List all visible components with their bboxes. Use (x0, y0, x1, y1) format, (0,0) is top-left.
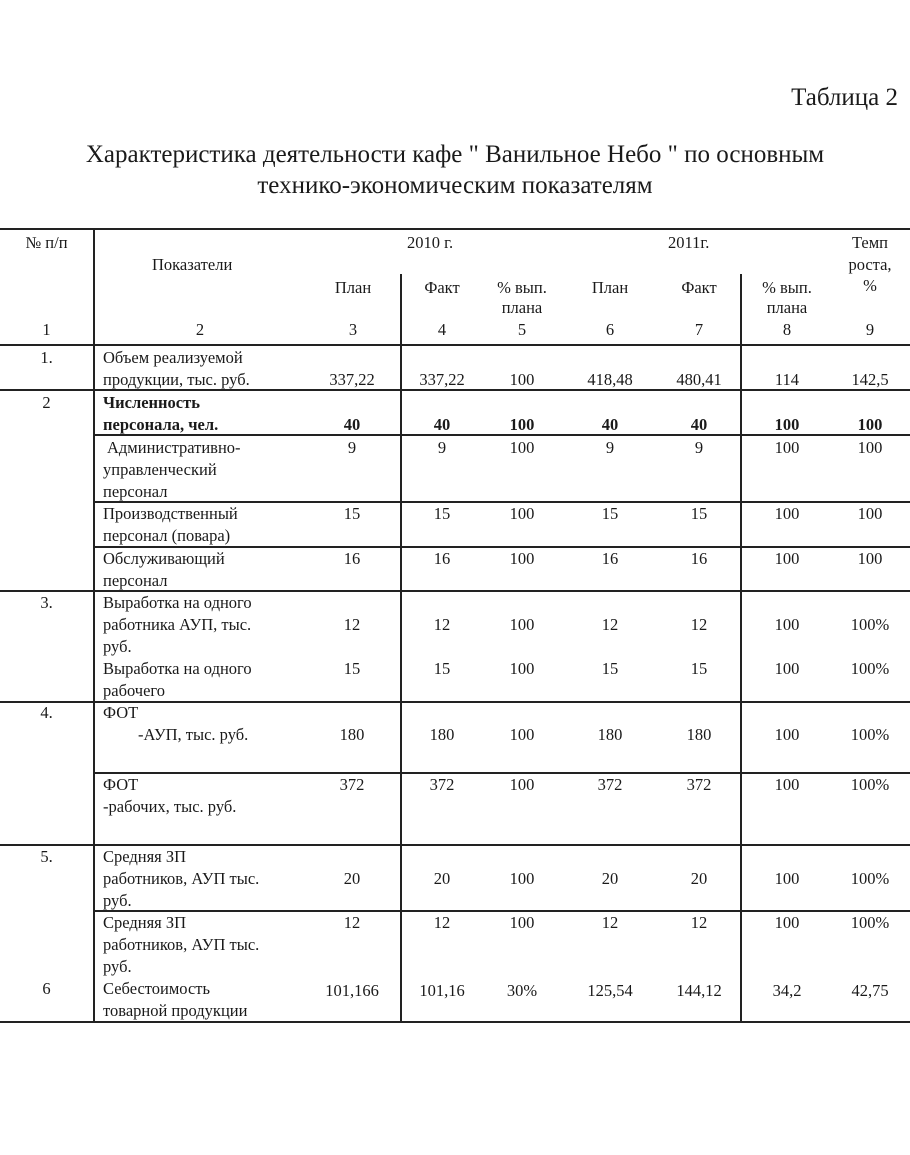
row-value-col-4: 180 (429, 725, 455, 744)
row-value-col-5: 100 (509, 913, 535, 932)
row-value-col-5: 30% (506, 981, 538, 1000)
row-label-line: Средняя ЗП (103, 847, 187, 866)
row-value-col-4: 15 (433, 504, 451, 523)
row-value-col-6: 12 (601, 913, 619, 932)
table-label: Таблица 2 (791, 84, 898, 111)
row-value-col-3: 20 (343, 869, 361, 888)
row-label-line: Объем реализуемой (103, 348, 243, 367)
row-value-col-7: 480,41 (676, 370, 722, 389)
row-value-col-9: 100 (857, 504, 883, 523)
row-value-col-7: 40 (690, 415, 708, 434)
row-value-col-3: 12 (343, 615, 361, 634)
row-value-col-6: 12 (601, 615, 619, 634)
row-value-col-4: 9 (437, 438, 447, 457)
row-value-col-7: 180 (686, 725, 712, 744)
row-label-line: Обслуживающий (103, 549, 225, 568)
row-label-line: Выработка на одного (103, 659, 252, 678)
row-number: 2 (42, 393, 51, 412)
row-value-col-3: 16 (343, 549, 361, 568)
row-label-line: продукции, тыс. руб. (103, 370, 250, 389)
row-value-col-5: 100 (509, 370, 535, 389)
row-label-line: управленческий (103, 460, 217, 479)
header-plan-2010: План (334, 278, 372, 297)
row-value-col-3: 40 (343, 415, 361, 434)
row-value-col-5: 100 (509, 725, 535, 744)
row-value-col-8: 100 (774, 549, 800, 568)
table-top-border (0, 228, 910, 230)
row-number: 3. (40, 593, 53, 612)
row-value-col-4: 337,22 (419, 370, 465, 389)
row-number: 6 (42, 979, 51, 998)
row-value-col-5: 100 (509, 615, 535, 634)
row-number: 1. (40, 348, 53, 367)
header-bottom-border (0, 344, 910, 346)
row-label-line: работников, АУП тыс. (103, 935, 260, 954)
row-value-col-8: 100 (774, 913, 800, 932)
col-number-9: 9 (865, 320, 875, 339)
row-value-col-9: 100 (857, 438, 883, 457)
row-number: 4. (40, 703, 53, 722)
row-value-col-6: 9 (605, 438, 615, 457)
col-number-4: 4 (437, 320, 447, 339)
col-number-1: 1 (42, 320, 51, 339)
row-label-line: персонал (повара) (103, 526, 231, 545)
header-pct-2011-line-2: плана (766, 298, 808, 317)
row-value-col-7: 20 (690, 869, 708, 888)
row-value-col-8: 100 (774, 615, 800, 634)
row-value-col-9: 100% (850, 869, 890, 888)
row-label-line: персонал (103, 482, 168, 501)
header-growth-line-1: Темп (851, 233, 889, 252)
row-label-line: Себестоимость (103, 979, 211, 998)
row-label-line: работника АУП, тыс. (103, 615, 252, 634)
row-value-col-3: 9 (347, 438, 357, 457)
header-plan-2011: План (591, 278, 629, 297)
row-value-col-4: 16 (433, 549, 451, 568)
row-number: 5. (40, 847, 53, 866)
row-value-col-8: 114 (774, 370, 800, 389)
col-number-6: 6 (605, 320, 615, 339)
row-label-line: работников, АУП тыс. (103, 869, 260, 888)
row-value-col-5: 100 (509, 659, 535, 678)
row-value-col-8: 100 (774, 438, 800, 457)
row-value-col-4: 12 (433, 615, 451, 634)
row-value-col-5: 100 (509, 775, 535, 794)
row-value-col-9: 100% (850, 615, 890, 634)
row-value-col-8: 100 (774, 504, 800, 523)
header-pct-2010-line-1: % вып. (497, 278, 547, 297)
row-value-col-7: 372 (686, 775, 712, 794)
page-title-line-2: технико-экономическим показателям (257, 172, 653, 199)
row-value-col-9: 100% (850, 913, 890, 932)
row-value-col-6: 180 (597, 725, 623, 744)
row-label-line: персонала, чел. (103, 415, 219, 434)
row-value-col-7: 12 (690, 615, 708, 634)
row-label-line: Средняя ЗП (103, 913, 187, 932)
row-value-col-4: 20 (433, 869, 451, 888)
row-value-col-8: 34,2 (772, 981, 802, 1000)
row-label-line: Численность (103, 393, 200, 412)
row-label-line: Производственный (103, 504, 238, 523)
row-value-col-4: 12 (433, 913, 451, 932)
page-title-line-1: Характеристика деятельности кафе " Ванильное Небо " по основным (85, 141, 825, 168)
row-value-col-4: 40 (433, 415, 451, 434)
row-value-col-5: 100 (509, 869, 535, 888)
row-value-col-6: 16 (601, 549, 619, 568)
row-value-col-5: 100 (509, 504, 535, 523)
header-growth-line-2: роста, (848, 255, 892, 274)
row-value-col-9: 100 (857, 415, 883, 434)
row-value-col-3: 337,22 (329, 370, 375, 389)
header-fact-2010: Факт (424, 278, 460, 297)
row-value-col-6: 125,54 (587, 981, 633, 1000)
row-value-col-4: 101,16 (419, 981, 465, 1000)
row-value-col-7: 9 (694, 438, 704, 457)
row-value-col-3: 101,166 (325, 981, 379, 1000)
row-value-col-9: 100% (850, 775, 890, 794)
row-value-col-3: 372 (339, 775, 365, 794)
row-value-col-4: 15 (433, 659, 451, 678)
row-value-col-3: 12 (343, 913, 361, 932)
row-label-line: -АУП, тыс. руб. (138, 725, 249, 744)
row-label-line: Административно- (107, 438, 241, 457)
row-value-col-8: 100 (774, 775, 800, 794)
row-value-col-9: 100% (850, 725, 890, 744)
row-value-col-8: 100 (774, 659, 800, 678)
row-label-line: руб. (103, 957, 132, 976)
col-number-2: 2 (195, 320, 205, 339)
row-value-col-8: 100 (774, 869, 800, 888)
row-value-col-9: 100 (857, 549, 883, 568)
column-divider (740, 274, 742, 1023)
header-pct-2011-line-1: % вып. (762, 278, 812, 297)
row-value-col-9: 142,5 (851, 370, 889, 389)
col-number-5: 5 (517, 320, 527, 339)
header-year-2011: 2011г. (668, 233, 710, 252)
header-fact-2011: Факт (681, 278, 717, 297)
row-value-col-4: 372 (429, 775, 455, 794)
column-divider (93, 228, 95, 1023)
row-label-line: рабочего (103, 681, 166, 700)
row-value-col-5: 100 (509, 549, 535, 568)
row-value-col-7: 12 (690, 913, 708, 932)
row-label-line: товарной продукции (103, 1001, 248, 1020)
row-label-line: персонал (103, 571, 168, 590)
header-indicators: Показатели (152, 255, 233, 274)
row-value-col-6: 418,48 (587, 370, 633, 389)
header-year-2010: 2010 г. (407, 233, 454, 252)
row-value-col-6: 40 (601, 415, 619, 434)
row-value-col-5: 100 (509, 438, 535, 457)
row-value-col-7: 16 (690, 549, 708, 568)
row-label-line: ФОТ (103, 703, 139, 722)
row-label-line: руб. (103, 891, 132, 910)
row-value-col-8: 100 (774, 415, 800, 434)
row-value-col-6: 15 (601, 659, 619, 678)
row-value-col-7: 15 (690, 504, 708, 523)
row-value-col-5: 100 (509, 415, 535, 434)
row-value-col-8: 100 (774, 725, 800, 744)
row-value-col-6: 20 (601, 869, 619, 888)
row-value-col-7: 15 (690, 659, 708, 678)
row-value-col-3: 15 (343, 659, 361, 678)
row-value-col-9: 42,75 (851, 981, 889, 1000)
col-number-8: 8 (782, 320, 792, 339)
header-growth-line-3: % (863, 276, 877, 295)
row-value-col-3: 180 (339, 725, 365, 744)
header-pct-2010-line-2: плана (501, 298, 543, 317)
row-label-line: ФОТ (103, 775, 139, 794)
row-label-line: руб. (103, 637, 132, 656)
row-label-line: -рабочих, тыс. руб. (103, 797, 237, 816)
row-value-col-6: 15 (601, 504, 619, 523)
row-value-col-6: 372 (597, 775, 623, 794)
header-num: № п/п (25, 233, 68, 252)
col-number-7: 7 (694, 320, 704, 339)
col-number-3: 3 (348, 320, 358, 339)
row-value-col-7: 144,12 (676, 981, 722, 1000)
row-value-col-3: 15 (343, 504, 361, 523)
row-label-line: Выработка на одного (103, 593, 252, 612)
row-value-col-9: 100% (850, 659, 890, 678)
